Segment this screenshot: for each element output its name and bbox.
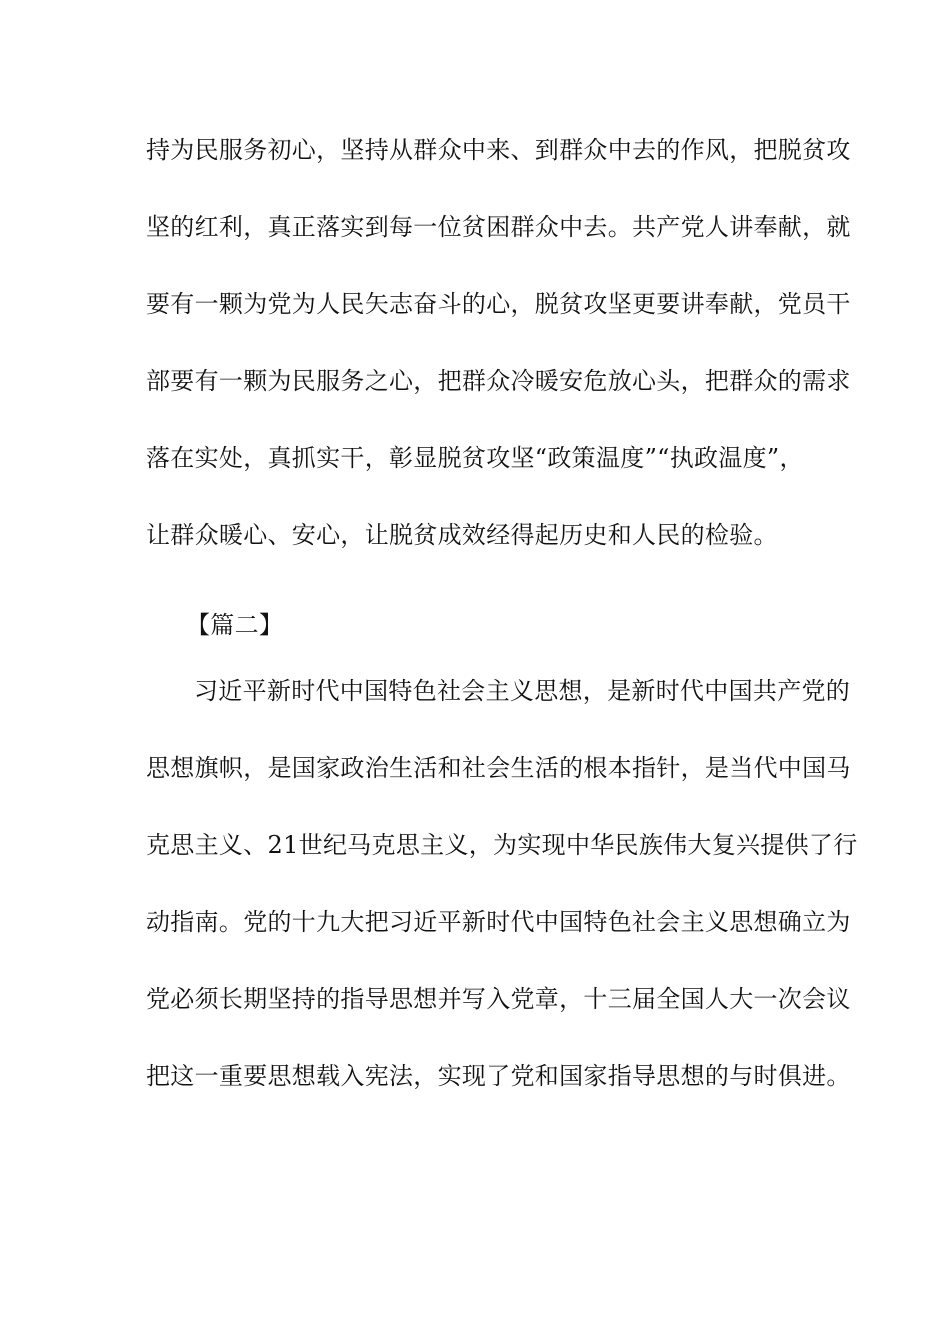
paragraph-1-line-2: 坚的红利，真正落实到每一位贫困群众中去。共产党人讲奉献，就	[146, 213, 851, 241]
paragraph-2-line-1: 习近平新时代中国特色社会主义思想，是新时代中国共产党的	[194, 677, 851, 705]
paragraph-1-line-5: 落在实处，真抓实干，彰显脱贫攻坚“政策温度”“执政温度”，	[146, 444, 804, 472]
paragraph-2-line-2: 思想旗帜，是国家政治生活和社会生活的根本指针，是当代中国马	[146, 754, 851, 782]
paragraph-2-line-4: 动指南。党的十九大把习近平新时代中国特色社会主义思想确立为	[146, 908, 851, 936]
paragraph-2-line-6: 把这一重要思想载入宪法，实现了党和国家指导思想的与时俱进。	[146, 1062, 851, 1090]
section-heading: 【篇二】	[186, 611, 284, 639]
paragraph-1-line-1: 持为民服务初心，坚持从群众中来、到群众中去的作风，把脱贫攻	[146, 136, 851, 164]
paragraph-2-line-5: 党必须长期坚持的指导思想并写入党章，十三届全国人大一次会议	[146, 985, 851, 1013]
paragraph-1-line-6: 让群众暖心、安心，让脱贫成效经得起历史和人民的检验。	[146, 521, 778, 549]
paragraph-1-line-3: 要有一颗为党为人民矢志奋斗的心，脱贫攻坚更要讲奉献，党员干	[146, 290, 851, 318]
paragraph-1-line-4: 部要有一颗为民服务之心，把群众冷暖安危放心头，把群众的需求	[146, 367, 851, 395]
paragraph-2-line-3: 克思主义、21世纪马克思主义，为实现中华民族伟大复兴提供了行	[146, 831, 858, 859]
